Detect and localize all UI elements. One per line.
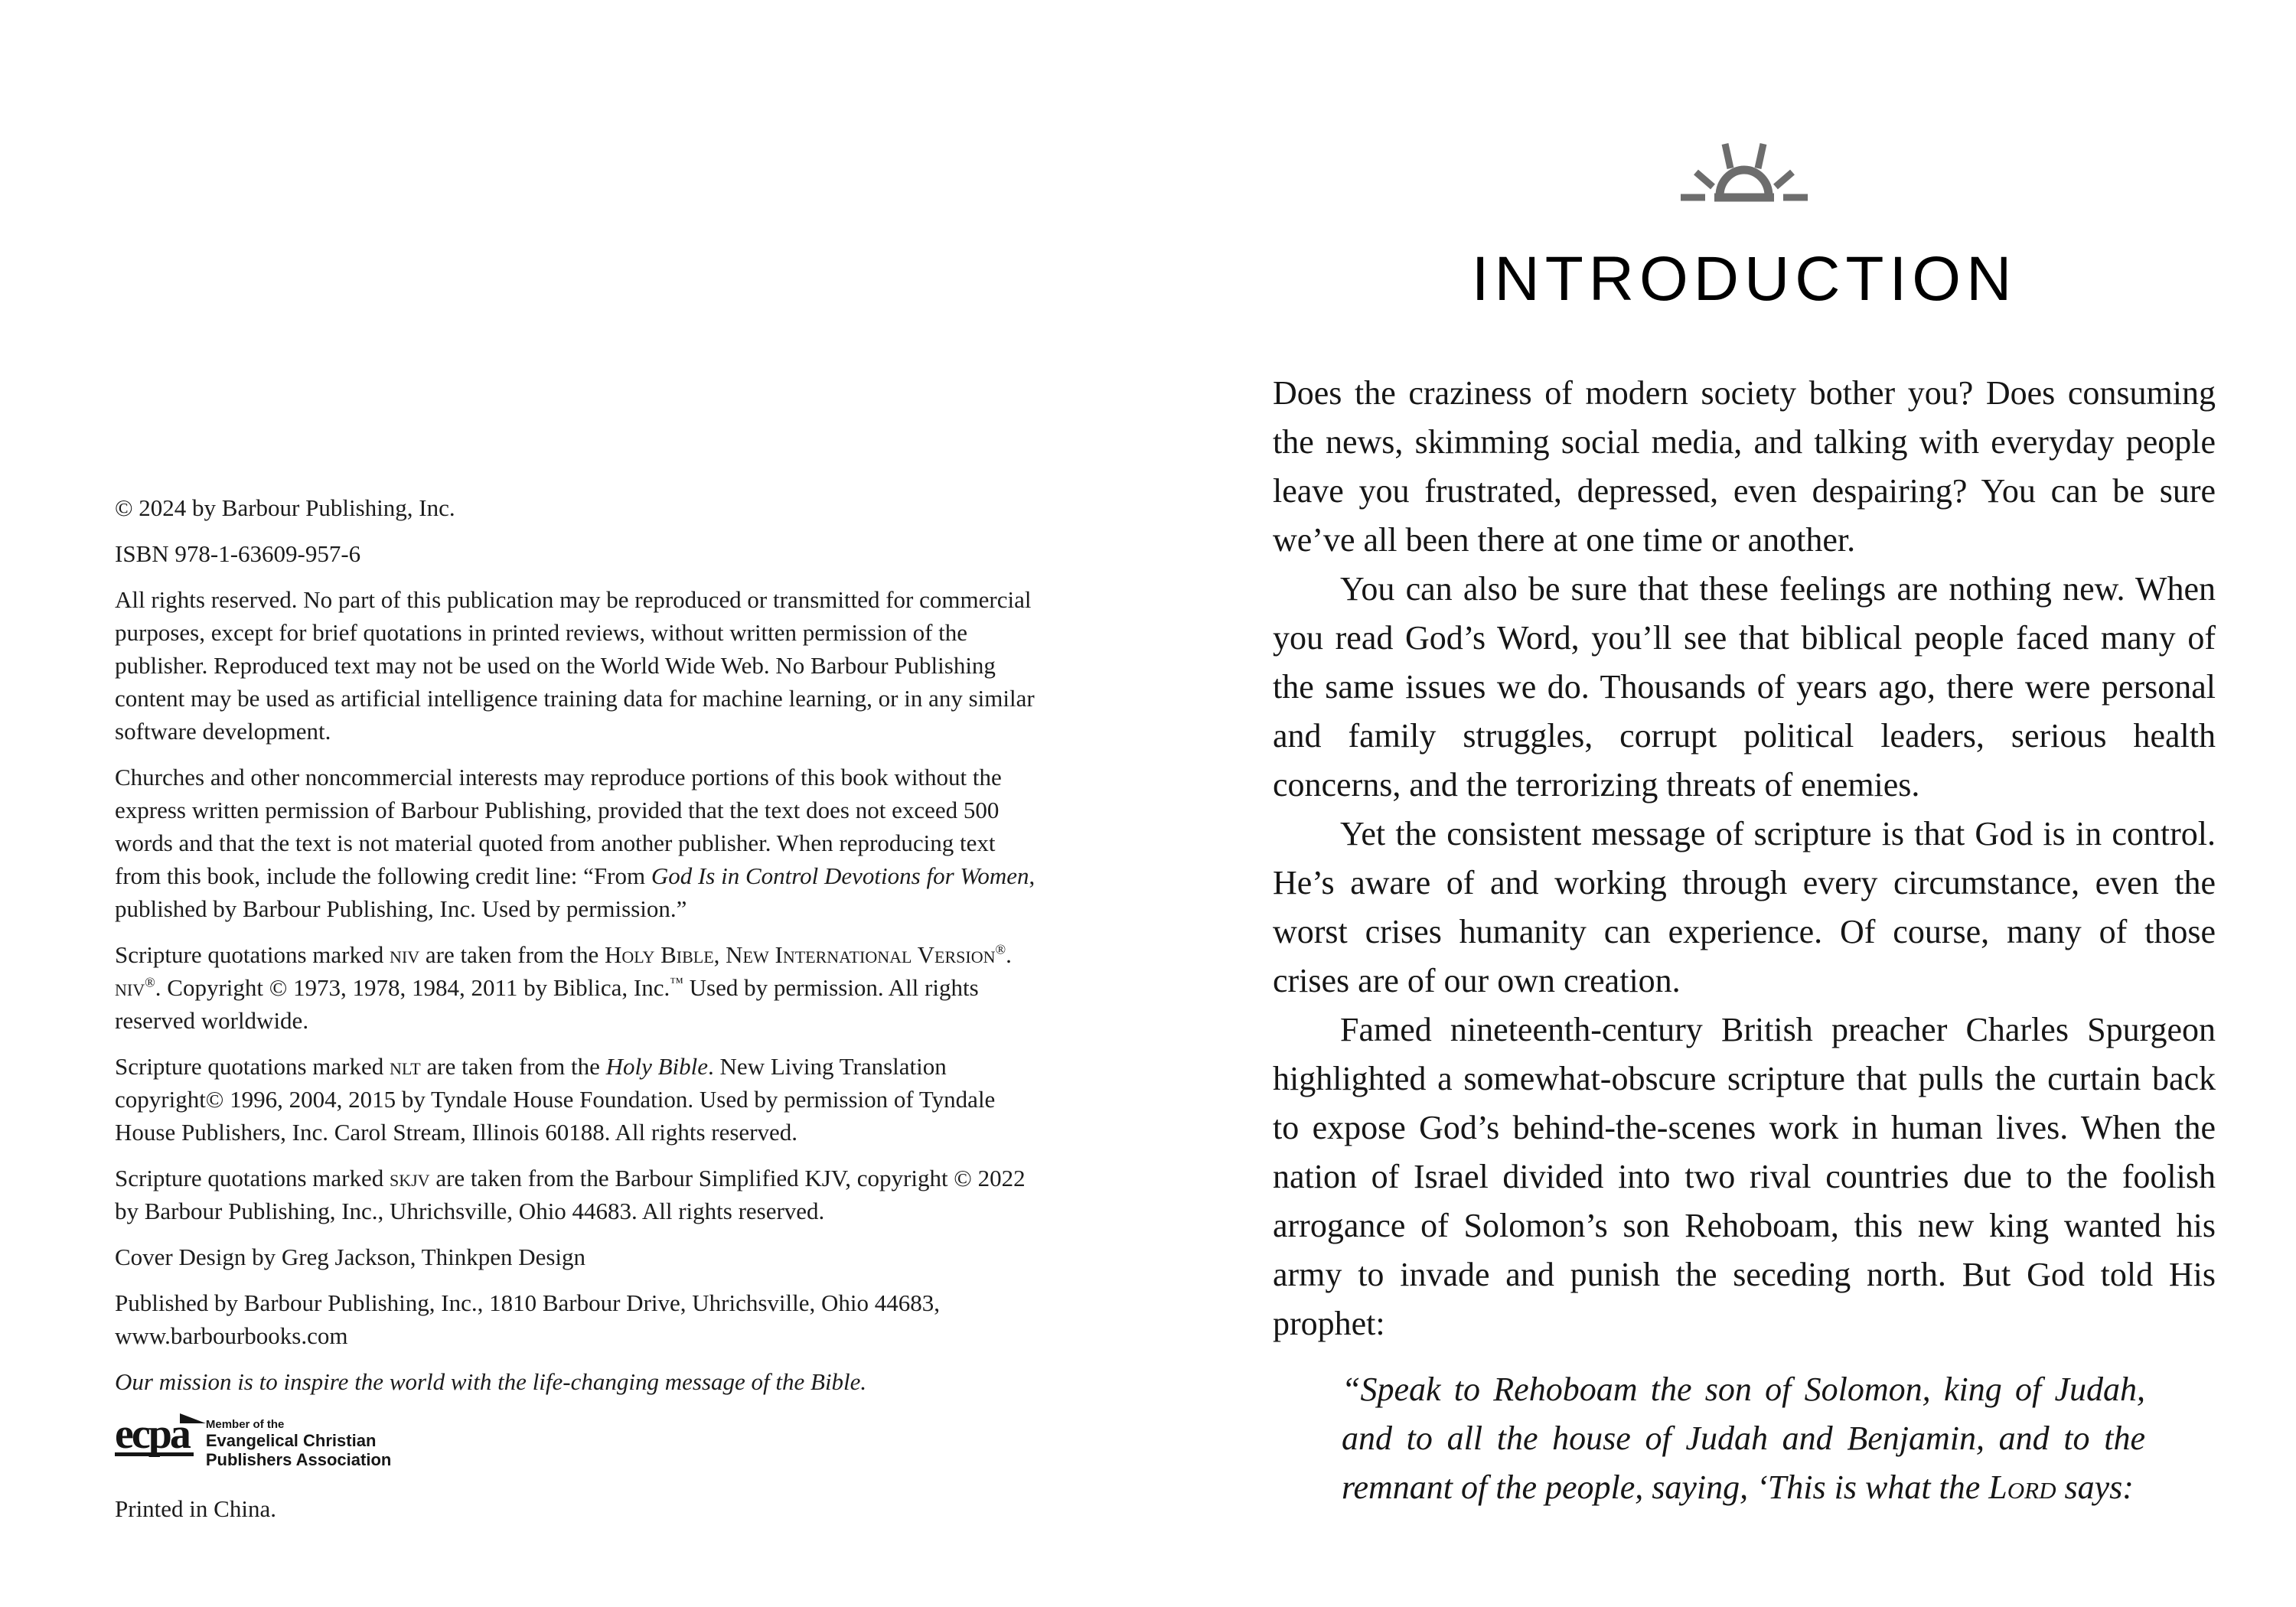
text-segment: Does the craziness of modern society bother you? Does consuming the news, skimming social media, and talking with everyday people leave you frustrated, depressed, even despairing? You can be sure we’ve all been there at one time or another. <box>1273 374 2216 559</box>
text-segment: ISBN 978-1-63609-957-6 <box>115 540 361 567</box>
text-segment: are taken from the <box>419 941 605 968</box>
introduction-page <box>1148 0 2296 1607</box>
copyright-text-block <box>115 491 1045 1398</box>
introduction-content <box>1273 130 2216 1512</box>
text-segment: . Copyright © 1973, 1978, 1984, 2011 by Biblica, Inc. <box>155 974 670 1001</box>
publisher-line <box>115 1286 1045 1352</box>
ecpa-member-line-1: Member of the <box>205 1418 285 1431</box>
text-segment: © 2024 by Barbour Publishing, Inc. <box>115 494 455 521</box>
text-segment: You can also be sure that these feelings are nothing new. When you read God’s Word, you’ll see that biblical people faced many of the same issues we do. Thousands of years ago, there were personal and family struggles, corrupt political leaders, serious health concerns, and the terrorizing threats of enemies. <box>1273 570 2216 804</box>
nlt-credit-paragraph <box>115 1050 1045 1149</box>
text-segment: ™ <box>670 974 683 990</box>
text-segment: Published by Barbour Publishing, Inc., 1810 Barbour Drive, Uhrichsville, Ohio 44683, www.barbourbooks.com <box>115 1289 941 1349</box>
rights-paragraph <box>115 583 1045 748</box>
scripture-quote <box>1342 1365 2145 1512</box>
text-segment: are taken from the <box>420 1053 606 1080</box>
text-segment: ® <box>145 974 155 990</box>
text-segment: Scripture quotations marked <box>115 1165 390 1191</box>
ecpa-member-text <box>206 1416 391 1469</box>
page-title: INTRODUCTION <box>1471 244 2017 314</box>
printed-in-line: Printed in China. <box>115 1495 276 1522</box>
skjv-credit-paragraph <box>115 1162 1045 1227</box>
text-segment: All rights reserved. No part of this publication may be reproduced or transmitted for commercial purposes, except for brief quotations in printed reviews, without written permission of the publisher. Reproduced text may not be used on the World Wide Web. No Barbour Publishing content may be used as artificial intelligence training data for machine learning, or in any similar software development. <box>115 586 1035 745</box>
intro-paragraph-2 <box>1273 565 2216 810</box>
text-segment: skjv <box>390 1165 430 1191</box>
text-segment: God Is in Control Devotions for Women <box>651 862 1029 889</box>
niv-credit-paragraph <box>115 938 1045 1037</box>
churches-paragraph <box>115 761 1045 925</box>
text-segment: Holy Bible, New International Version <box>604 941 996 968</box>
text-segment: Churches and other noncommercial interests may reproduce portions of this book without the express written permission of Barbour Publishing, provided that the text does not exceed 500 words and that the text is not material quoted from another publisher. When reproducing text from this book, include the following credit line: “From <box>115 764 1002 889</box>
intro-paragraph-1 <box>1273 369 2216 565</box>
mission-line <box>115 1365 1045 1398</box>
text-segment: . <box>1006 941 1012 968</box>
text-segment: , published by Barbour Publishing, Inc. Used by permission.” <box>115 862 1035 922</box>
ecpa-member-line-2: Evangelical Christian <box>205 1431 377 1450</box>
copyright-line <box>115 491 1045 524</box>
text-segment: are taken from the Barbour Simplified KJV, copyright © 2022 by Barbour Publishing, Inc., Uhrichsville, Ohio 44683. All rights reserved. <box>115 1165 1026 1224</box>
introduction-text-block <box>1273 369 2216 1512</box>
ecpa-logo <box>115 1410 194 1458</box>
text-segment: Famed nineteenth-century British preacher Charles Spurgeon highlighted a somewhat-obscure scripture that pulls the curtain back to expose God’s behind-the-scenes work in human lives. When the nation of Israel divided into two rival countries due to the foolish arrogance of Solomon’s son Rehoboam, this new king wanted his army to invade and punish the seceding north. But God told His prophet: <box>1273 1011 2216 1342</box>
text-segment: “Speak to Rehoboam the son of Solomon, king of Judah, and to all the house of Judah and Benjamin, and to the remnant of the people, saying, ‘This is what the L <box>1342 1371 2145 1506</box>
intro-paragraph-4 <box>1273 1006 2216 1348</box>
ecpa-flag-icon <box>180 1413 206 1423</box>
sunrise-icon-wrap <box>1273 130 2216 204</box>
text-segment: Our mission is to inspire the world with the life-changing message of the Bible. <box>115 1368 867 1395</box>
text-segment: says: <box>2056 1468 2134 1506</box>
ecpa-member-line-3: Publishers Association <box>205 1450 392 1469</box>
text-segment: niv <box>390 941 420 968</box>
text-segment: Scripture quotations marked <box>115 1053 390 1080</box>
text-segment: Holy Bible <box>605 1053 709 1080</box>
intro-paragraph-3 <box>1273 810 2216 1006</box>
text-segment: Cover Design by Greg Jackson, Thinkpen Design <box>115 1244 586 1270</box>
text-segment: Yet the consistent message of scripture is that God is in control. He’s aware of and working through every circumstance, even the worst crises humanity can experience. Of course, many of those crises are of our own creation. <box>1273 815 2216 999</box>
text-segment: ord <box>2007 1468 2056 1506</box>
isbn-line <box>115 537 1045 570</box>
text-segment: niv <box>115 974 145 1001</box>
cover-design-line <box>115 1240 1045 1273</box>
text-segment: . New Living Translation copyright© 1996, 2004, 2015 by Tyndale House Foundation. Used by permission of Tyndale House Publishers, Inc. Carol Stream, Illinois 60188. All rights reserved. <box>115 1053 996 1146</box>
text-segment: ® <box>995 941 1006 957</box>
sunrise-icon <box>1679 130 1809 204</box>
text-segment: Used by permission. All rights reserved worldwide. <box>115 974 979 1034</box>
ecpa-logo-block <box>115 1410 1045 1469</box>
ecpa-logo-text: ecpa <box>115 1410 189 1458</box>
text-segment: nlt <box>390 1053 421 1080</box>
text-segment: Scripture quotations marked <box>115 941 390 968</box>
